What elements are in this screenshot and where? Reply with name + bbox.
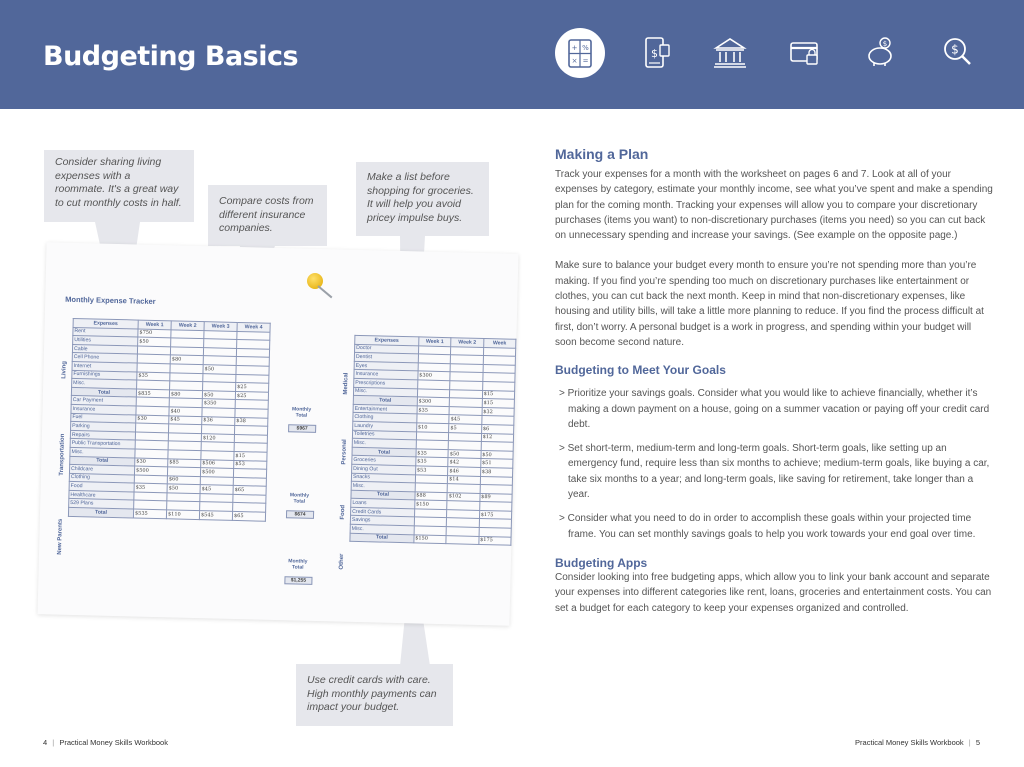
tracker-title: Monthly Expense Tracker [65,294,156,306]
footer-right [855,738,980,747]
transportation-monthly-total-label: Monthly Total [289,492,310,505]
group-other-label: Other [338,553,346,570]
expense-value: $42 [448,458,481,467]
column-header: Week [483,338,516,347]
footer-divider-right: | [968,738,971,747]
expense-label: Healthcare [69,490,134,500]
total-value: $175 [479,536,512,545]
callout-groceries: Make a list before shopping for groceries. It will help you avoid pricey impulse buys. [356,162,489,236]
expense-label: Misc. [351,481,415,491]
expense-value: $6 [481,424,514,433]
expense-value: $500 [200,468,233,477]
group-medical-label: Medical [342,372,350,395]
total-value: $150 [414,535,447,544]
expense-label: Clothing [69,473,134,483]
svg-text:×: × [571,57,578,65]
expense-value: $45 [169,415,202,424]
living-monthly-total-label: Monthly Total [291,406,312,419]
expense-value: $300 [418,371,451,380]
total-value: $102 [447,492,480,501]
total-label: Total [70,456,135,466]
group-new-parents-label: New Parents [56,518,64,555]
svg-text:%: % [582,44,589,52]
column-header: Expenses [355,335,419,345]
new-parents-monthly-total-label: Monthly Total [288,558,308,571]
expense-value: $60 [167,475,200,484]
expense-label: Misc. [350,524,414,534]
expense-value: $40 [169,407,202,416]
mobile-payment-icon[interactable] [634,28,682,76]
total-label: Total [350,533,414,543]
group-transportation-label: Transportation [58,433,66,476]
expense-value: $50 [203,365,236,374]
expense-label: 529 Plans [69,499,134,509]
total-value: $30 [135,458,168,467]
footer-right-text: Practical Money Skills Workbook [855,738,964,747]
expense-label: Toiletries [352,430,416,440]
bank-icon[interactable] [706,28,754,76]
credit-card-lock-icon[interactable] [781,28,829,76]
living-monthly-total-value: $967 [288,424,316,433]
tracker-table-right [349,335,516,546]
goals-heading: Budgeting to Meet Your Goals [555,363,726,378]
svg-text:$: $ [951,42,959,57]
expense-value: $35 [137,372,170,381]
group-living-label: Living [61,361,68,379]
goals-bullet-1: > Prioritize your savings goals. Consider what you would like to achieve financially, whether it’s making a down payment on a house, going on a summer vacation or paying off your credit card debt. [559,388,990,430]
expense-label: Doctor [355,344,419,354]
expense-value: $45 [449,415,482,424]
expense-value: $46 [448,467,481,476]
total-value: $506 [201,459,234,468]
group-personal-label: Personal [341,439,348,465]
expense-label: Entertainment [353,404,417,414]
expense-value: $12 [481,433,514,442]
expense-label: Utilities [73,336,138,346]
expense-label: Insurance [354,370,418,380]
total-label: Total [353,395,417,405]
expense-label: Childcare [69,465,134,475]
total-label: Total [71,387,136,397]
expense-label: Public Transportation [70,439,135,449]
total-value: $80 [169,390,202,399]
new-parents-monthly-total-value: $1,255 [284,576,312,585]
calculator-icon[interactable] [555,28,605,78]
callout-credit-cards: Use credit cards with care. High monthly payments can impact your budget. [296,664,453,726]
expense-value: $50 [167,484,200,493]
expense-value: $65 [233,486,266,495]
column-header: Week 2 [451,338,484,347]
expense-value: $15 [234,451,267,460]
total-value: $89 [480,493,513,502]
expense-label: Dining Out [352,464,416,474]
expense-value: $750 [138,329,171,338]
expense-label: Food [69,482,134,492]
total-value: $835 [136,389,169,398]
transportation-monthly-total-value: $674 [286,510,314,519]
expense-label: Snacks [351,473,415,483]
expense-label: Misc. [72,379,137,389]
expense-label: Fuel [71,413,136,423]
expense-value: $14 [448,475,481,484]
goals-bullet-2: > Set short-term, medium-term and long-term goals. Short-term goals, like setting up an emergency fund, require less than six months to achieve; medium-term goals, like buying a car, take six months to a year; and long-term goals, like saving for retirement, take longer than a year. [559,443,990,501]
expense-label: Repairs [70,430,135,440]
total-value: $300 [417,397,450,406]
expense-value: $50 [138,337,171,346]
expense-label: Cell Phone [72,353,137,363]
expense-value: $15 [482,390,515,399]
expense-label: Car Payment [71,396,136,406]
expense-label: Internet [72,361,137,371]
svg-text:$: $ [651,47,658,60]
expense-value: $25 [236,383,269,392]
expense-label: Groceries [352,456,416,466]
svg-text:$: $ [882,40,888,48]
expense-value: $500 [134,466,167,475]
total-value: $85 [168,458,201,467]
total-value [446,535,479,544]
apps-paragraph: Consider looking into free budgeting apps, which allow you to link your bank account and separate your expenses into different categories like rent, loans, groceries and entertainment costs. You can set a budget for each category to keep your expenses organized and controlled. [555,571,992,614]
total-value: $35 [416,449,449,458]
total-label: Total [352,447,416,457]
expense-value: $150 [414,500,447,509]
expense-value: $53 [415,466,448,475]
page-number-left: 4 [43,738,48,747]
expense-value: $30 [136,415,169,424]
total-label: Total [68,507,133,517]
expense-value: $80 [170,355,203,364]
expense-label: Insurance [71,404,136,414]
total-value: $53 [234,460,267,469]
piggy-bank-icon[interactable] [858,28,906,76]
expense-label: Prescriptions [354,378,418,388]
expense-label: Cable [72,344,137,354]
expense-label: Dentist [354,353,418,363]
column-header: Week 1 [418,337,451,346]
svg-text:+: + [571,44,578,52]
footer-divider-left: | [52,738,55,747]
apps-heading: Budgeting Apps [555,555,648,570]
expense-label: Misc. [70,447,135,457]
expense-label: Misc. [352,438,416,448]
tracker-paper [38,242,519,625]
expense-value: $35 [134,483,167,492]
column-header: Week 3 [204,322,237,331]
total-value: $65 [232,511,265,520]
footer-left [43,738,168,747]
footer-left-text: Practical Money Skills Workbook [59,738,168,747]
expense-value: $10 [416,423,449,432]
expense-label: Misc. [353,387,417,397]
expense-label: Credit Cards [351,507,415,517]
expense-value: $175 [479,510,512,519]
expense-value: $38 [235,417,268,426]
column-header: Week 1 [138,320,171,329]
column-header: Week 4 [237,322,270,331]
column-header: Expenses [73,318,138,328]
callout-insurance: Compare costs from different insurance companies. [208,185,327,246]
dollar-search-icon[interactable] [933,28,981,76]
tracker-table-left [68,318,271,521]
expense-label: Furnishings [72,370,137,380]
expense-value: $35 [415,457,448,466]
total-value: $50 [481,450,514,459]
total-value: $545 [199,511,232,520]
total-label: Total [351,490,415,500]
expense-label: Rent [73,327,138,337]
total-value: $50 [448,449,481,458]
total-value: $110 [166,510,199,519]
expense-label: Eyes [354,361,418,371]
making-plan-paragraph-1: Track your expenses for a month with the worksheet on pages 6 and 7. Look at all of your expenses by category, estimate your monthly income, see what you’ve spent and make a spending plan for the coming month. Tracking your expenses will allow you to compare your discretionary purchases (items you want) to non-discretionary purchases (items you need) so you can cut back on unnecessary spending and increase your savings. (See example on the opposite page.) [555,169,993,242]
expense-value: $120 [201,433,234,442]
expense-value: $36 [202,416,235,425]
page-title: Budgeting Basics [43,41,299,72]
column-header: Week 2 [171,321,204,330]
expense-value: $45 [200,485,233,494]
expense-label: Clothing [353,413,417,423]
making-plan-paragraph-2: Make sure to balance your budget every month to ensure you’re not spending more than you’re making. If you find you’re spending too much on discretionary purchases like entertainment or clothes, you can cut back the next month. Keep in mind that non-discretionary expenses, like housing and utility bills, will take a little more planning to reduce. If you find the process difficult at first, don’t worry. A personal budget is a work in progress, and spending within your budget will soon become second nature. [555,260,984,348]
expense-value: $38 [480,467,513,476]
main-content [555,146,995,616]
total-value: $25 [235,391,268,400]
goals-bullet-3: > Consider what you need to do in order to accomplish these goals within your projected time frame. You can set monthly savings goals to help you work towards your end goal over time. [559,513,976,540]
expense-value: $5 [449,424,482,433]
expense-label: Parking [71,422,136,432]
expense-value: $35 [417,406,450,415]
svg-text:=: = [582,57,589,65]
making-plan-heading: Making a Plan [555,146,649,162]
group-food-label: Food [339,504,347,520]
expense-value: $51 [480,459,513,468]
expense-label: Loans [351,499,415,509]
expense-label: Savings [350,516,414,526]
expense-label: Laundry [353,421,417,431]
total-value: $88 [415,492,448,501]
total-value: $15 [482,399,515,408]
expense-value: $350 [202,399,235,408]
total-value: $50 [202,390,235,399]
total-value: $535 [133,509,166,518]
page-number-right: 5 [975,738,980,747]
callout-roommate: Consider sharing living expenses with a roommate. It's a great way to cut monthly costs in half. [44,150,194,222]
expense-value: $32 [482,407,515,416]
